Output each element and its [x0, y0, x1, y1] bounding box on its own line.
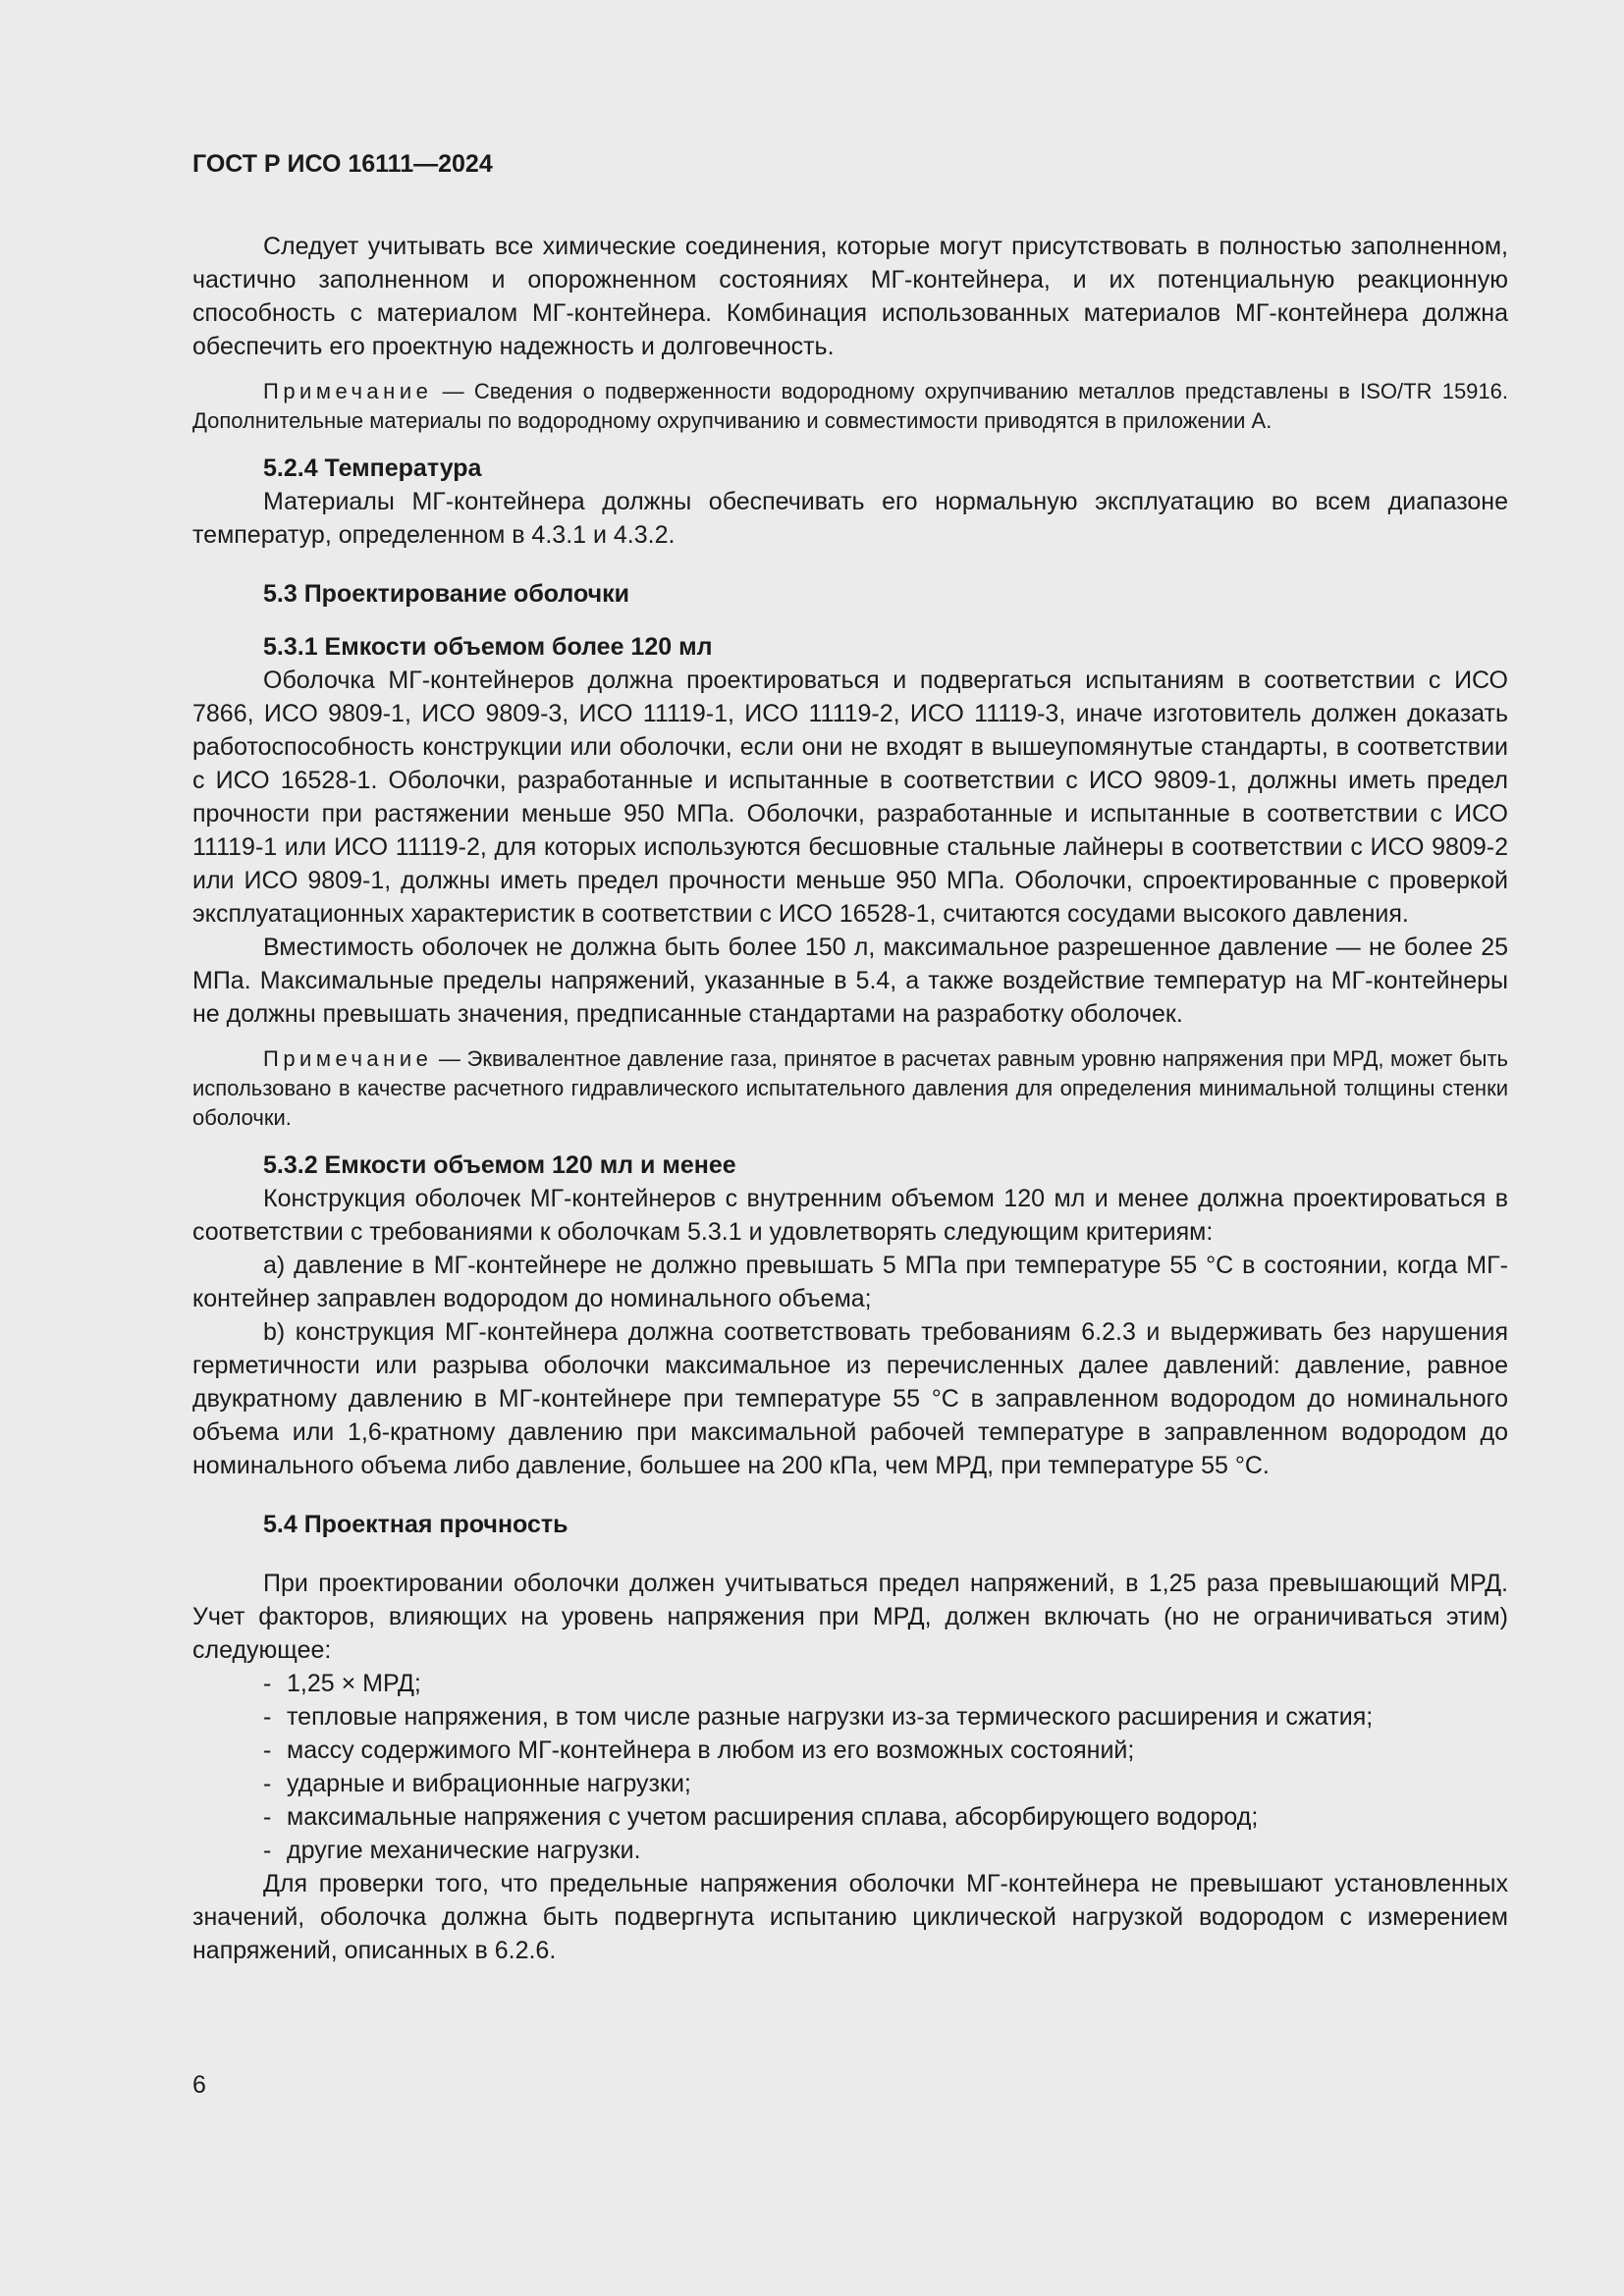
- page-number: 6: [192, 2071, 206, 2099]
- stress-factors-list: [192, 1667, 1508, 1867]
- list-item: - ударные и вибрационные нагрузки;: [263, 1770, 691, 1797]
- section-title-5-3-2: 5.3.2 Емкости объемом 120 мл и менее: [263, 1151, 736, 1179]
- list-item: - тепловые напряжения, в том числе разные нагрузки из-за термического расширения и сжатия;: [263, 1703, 1374, 1731]
- document-page: [192, 147, 1508, 1967]
- section-5-3-1-paragraph-2: Вместимость оболочек не должна быть более 150 л, максимальное разрешенное давление — не более 25 МПа. Максимальные пределы напряжений, указанные в 5.4, а также воздействие температур на МГ-контейнеры не должны превышать значения, предписанные стандартами на разработку оболочек.: [192, 934, 1508, 1028]
- section-title-5-4: 5.4 Проектная прочность: [263, 1511, 568, 1538]
- criterion-a: a) давление в МГ-контейнере не должно превышать 5 МПа при температуре 55 °С в состоянии, когда МГ-контейнер заправлен водородом до номинального объема;: [192, 1252, 1508, 1312]
- list-item: - массу содержимого МГ-контейнера в любом из его возможных состояний;: [263, 1736, 1135, 1764]
- criterion-b: b) конструкция МГ-контейнера должна соответствовать требованиям 6.2.3 и выдерживать без нарушения герметичности или разрыва оболочки максимальное из перечисленных далее давлений: давление, равное двукратному давлению в МГ-контейнере при температуре 55 °С в заправленном водородом до номинального объема или 1,6-кратному давлению при максимальной рабочей температуре в заправленном водородом до номинального объема либо давление, большее на 200 кПа, чем МРД, при температуре 55 °С.: [192, 1318, 1508, 1479]
- intro-paragraph: Следует учитывать все химические соединения, которые могут присутствовать в полностью заполненном, частично заполненном и опорожненном состояниях МГ-контейнера, и их потенциальную реакционную способность с материалом МГ-контейнера. Комбинация использованных материалов МГ-контейнера должна обеспечить его проектную надежность и долговечность.: [192, 233, 1508, 360]
- section-5-3-1-paragraph-1: Оболочка МГ-контейнеров должна проектироваться и подвергаться испытаниям в соответствии с ИСО 7866, ИСО 9809-1, ИСО 9809-3, ИСО 11119-1, ИСО 11119-2, ИСО 11119-3, иначе изготовитель должен доказать работоспособность конструкции или оболочки, если они не входят в вышеупомянутые стандарты, в соответствии с ИСО 16528-1. Оболочки, разработанные и испытанные в соответствии с ИСО 9809-1, должны иметь предел прочности при растяжении меньше 950 МПа. Оболочки, разработанные и испытанные в соответствии с ИСО 11119-1 или ИСО 11119-2, для которых используются бесшовные стальные лайнеры в соответствии с ИСО 9809-2 или ИСО 9809-1, должны иметь предел прочности меньше 950 МПа. Оболочки, спроектированные с проверкой эксплуатационных характеристик в соответствии с ИСО 16528-1, считаются сосудами высокого давления.: [192, 667, 1508, 928]
- note-hydrogen-embrittlement: [192, 377, 1508, 436]
- section-5-4-paragraph-2: Для проверки того, что предельные напряжения оболочки МГ-контейнера не превышают установленных значений, оболочка должна быть подвергнута испытанию циклической нагрузкой водородом с измерением напряжений, описанных в 6.2.6.: [192, 1870, 1508, 1964]
- section-5-2-4-paragraph: Материалы МГ-контейнера должны обеспечивать его нормальную эксплуатацию во всем диапазоне температур, определенном в 4.3.1 и 4.3.2.: [192, 488, 1508, 549]
- note-label: Примечание: [263, 379, 433, 403]
- section-title-5-3-1: 5.3.1 Емкости объемом более 120 мл: [263, 633, 713, 661]
- list-item: - другие механические нагрузки.: [263, 1837, 641, 1864]
- note-equivalent-pressure: [192, 1044, 1508, 1133]
- note-label: Примечание: [263, 1046, 433, 1071]
- section-title-5-3: 5.3 Проектирование оболочки: [263, 580, 629, 608]
- list-item: - максимальные напряжения с учетом расширения сплава, абсорбирующего водород;: [263, 1803, 1259, 1831]
- note-text: — Сведения о подверженности водородному охрупчиванию металлов представлены в ISO/TR 15916. Дополнительные материалы по водородному охрупчиванию и совместимости приводятся в приложении А.: [192, 379, 1508, 433]
- section-title-5-2-4: 5.2.4 Температура: [263, 454, 482, 482]
- standard-header: ГОСТ Р ИСО 16111—2024: [192, 150, 493, 178]
- note-text: — Эквивалентное давление газа, принятое в расчетах равным уровню напряжения при МРД, может быть использовано в качестве расчетного гидравлического испытательного давления для определения минимальной толщины стенки оболочки.: [192, 1046, 1508, 1130]
- section-5-3-2-paragraph: Конструкция оболочек МГ-контейнеров с внутренним объемом 120 мл и менее должна проектироваться в соответствии с требованиями к оболочкам 5.3.1 и удовлетворять следующим критериям:: [192, 1185, 1508, 1246]
- list-item: - 1,25 × МРД;: [263, 1670, 421, 1697]
- section-5-4-paragraph-1: При проектировании оболочки должен учитываться предел напряжений, в 1,25 раза превышающий МРД. Учет факторов, влияющих на уровень напряжения при МРД, должен включать (но не ограничиваться этим) следующее:: [192, 1570, 1508, 1664]
